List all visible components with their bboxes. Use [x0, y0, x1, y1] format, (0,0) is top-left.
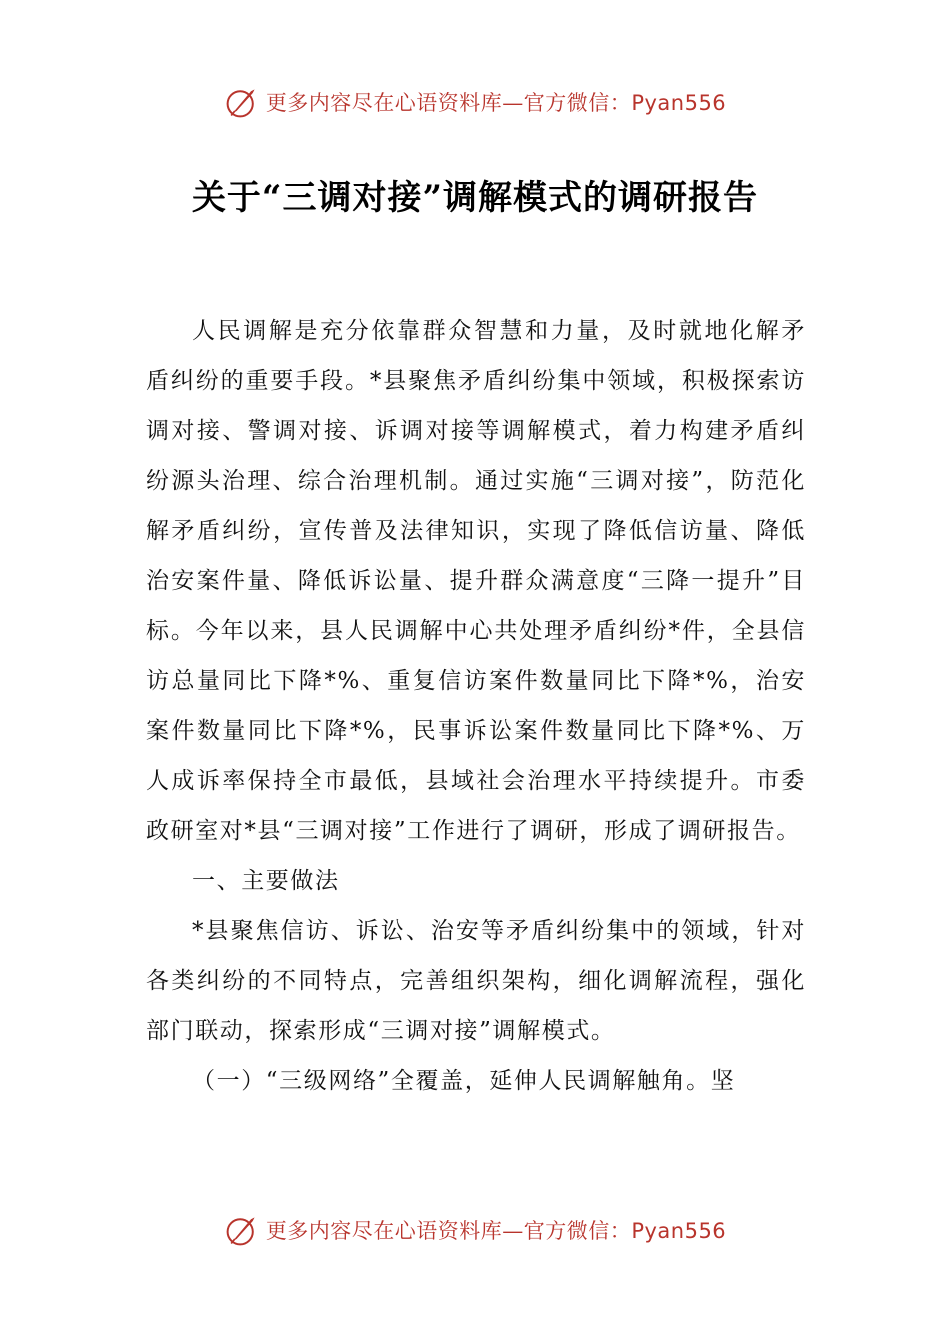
banner-text	[266, 87, 726, 117]
paragraph-subsection: （一）“三级网络”全覆盖，延伸人民调解触角。坚	[192, 1068, 736, 1094]
quill-pen-logo-icon	[224, 1212, 260, 1248]
paragraph-intro: 人民调解是充分依靠群众智慧和力量，及时就地化解矛盾纠纷的重要手段。*县聚焦矛盾纠纷集中领域，积极探索访调对接、警调对接、诉调对接等调解模式，着力构建矛盾纠纷源头治理、综合治理机制。通过实施“三调对接”，防范化解矛盾纠纷，宣传普及法律知识，实现了降低信访量、降低治安案件量、降低诉讼量、提升群众满意度“三降一提升”目标。今年以来，县人民调解中心共处理矛盾纠纷*件，全县信访总量同比下降*%、重复信访案件数量同比下降*%，治安案件数量同比下降*%，民事诉讼案件数量同比下降*%、万人成诉率保持全市最低，县域社会治理水平持续提升。市委政研室对*县“三调对接”工作进行了调研，形成了调研报告。	[146, 318, 806, 844]
footer-banner	[0, 1210, 950, 1250]
banner-wechat-id: Pyan556	[631, 91, 727, 115]
banner-label: 更多内容尽在心语资料库—官方微信：	[265, 91, 632, 115]
banner-wechat-id: Pyan556	[631, 1219, 727, 1243]
banner-text	[266, 1215, 726, 1245]
section-heading: 一、主要做法	[192, 868, 340, 894]
document-title: 关于“三调对接”调解模式的调研报告	[191, 178, 759, 218]
document-body	[146, 306, 806, 1106]
header-banner	[0, 82, 950, 122]
quill-pen-logo-icon	[224, 84, 260, 120]
paragraph-section-intro: *县聚焦信访、诉讼、治安等矛盾纠纷集中的领域，针对各类纠纷的不同特点，完善组织架构，细化调解流程，强化部门联动，探索形成“三调对接”调解模式。	[146, 918, 806, 1044]
banner-label: 更多内容尽在心语资料库—官方微信：	[265, 1219, 632, 1243]
